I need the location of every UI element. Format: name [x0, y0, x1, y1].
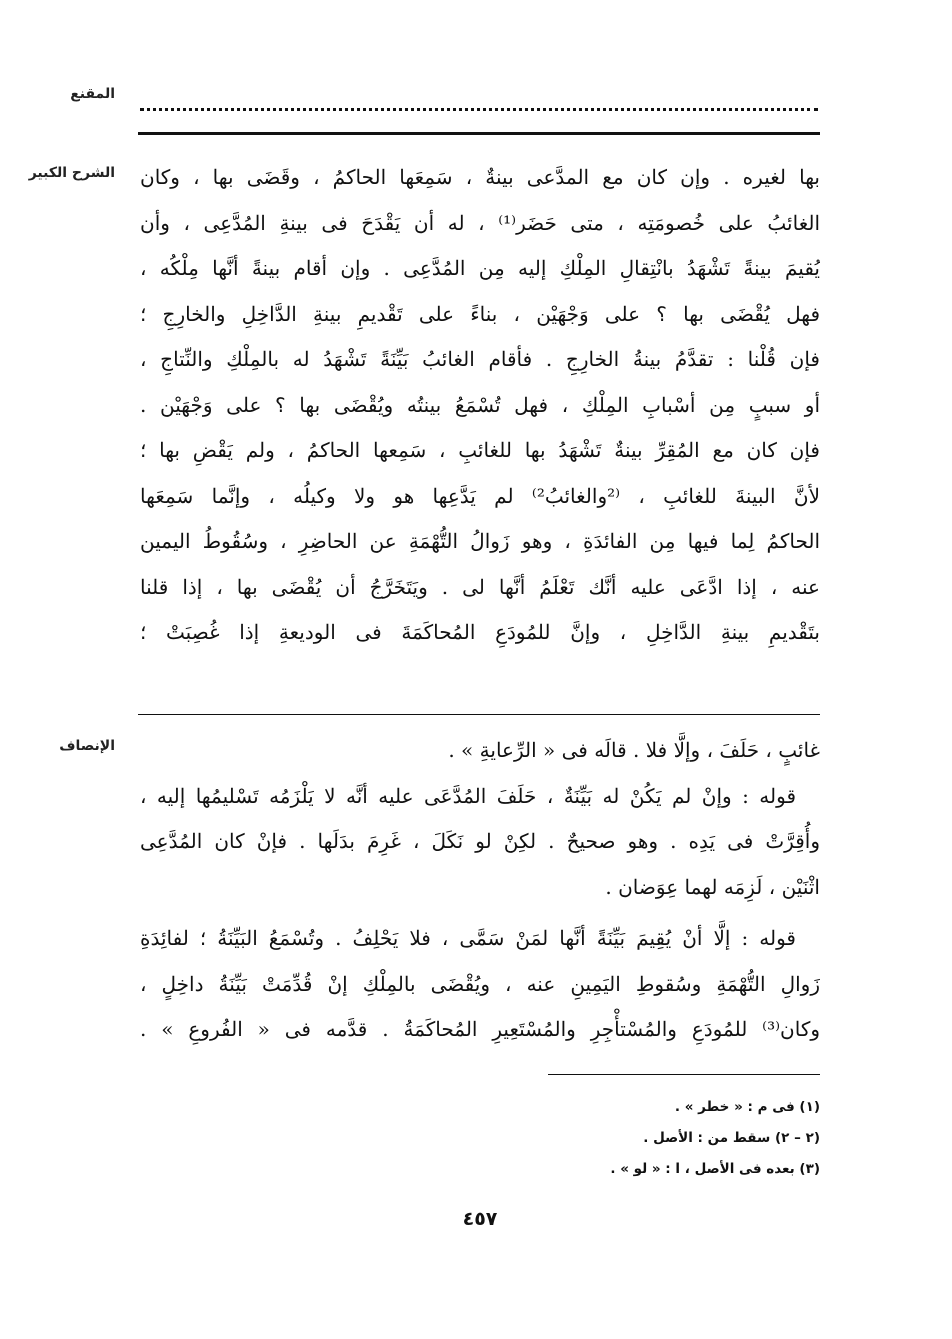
- text-line: زَوالِ التُّهْمَةِ وسُقوطِ اليَمِينِ عنه ، ويُقْضَى بالمِلْكِ إنْ قُدِّمَتْ بَيِّنَةُ داخِلٍ ،: [140, 971, 820, 996]
- sharh-kabir-label: الشرح الكبير: [28, 165, 115, 181]
- text-line: فهل يُقْضَى بها ؟ على وَجْهَيْن ، بناءً على تَقْديمِ بينةِ الدَّاخِلِ والخارِجِ ؛: [140, 301, 820, 326]
- text-line: فإن قُلْنا : تقدَّمُ بينةُ الخارِجِ . فأقام الغائبُ بَيِّنَةً تَشْهَدُ له بالمِلْكِ والنِّتاجِ ،: [140, 347, 820, 371]
- book-title: المقنع: [70, 86, 115, 102]
- main-text-block: [140, 155, 820, 656]
- header-dotted-line: [140, 94, 818, 111]
- text-line: الغائبُ على خُصومَتِه ، متى حَضَر⁽¹⁾ ، له أن يَقْدَحَ فى بينةِ المُدَّعِى ، وأن: [140, 210, 820, 235]
- text-line: يُقيمَ بينةً تَشْهَدُ بانْتِقالِ المِلْكِ إليه مِن المُدَّعِى . وإن أقام بينةً أنَّها مِلْكُه ،: [140, 256, 820, 280]
- page-number: ٤٥٧: [462, 1208, 498, 1230]
- footnote-divider: [548, 1074, 820, 1075]
- text-line: قوله : إلَّا أنْ يُقِيمَ بَيِّنَةً أنَّها لمَنْ سَمَّى ، فلا يَحْلِفُ . وتُسْمَعُ البَيِّنَةُ ؛ لفائِدَةِ: [140, 926, 796, 950]
- footnote: (١) فى م : « خطر » .: [674, 1099, 820, 1115]
- insaf-label: الإنصاف: [59, 738, 115, 754]
- text-line: الحاكمُ لِما فيها مِن الفائدَةِ ، وهو زَوالُ التُّهْمَةِ عن الحاضِرِ ، وسُقُوطُ اليمين: [140, 529, 820, 553]
- text-line: قوله : وإنْ لم يَكُنْ له بَيِّنَةٌ ، حَلَفَ المُدَّعَى عليه أنَّه لا يَلْزَمُه تَسْليمُها إليه ،: [140, 783, 796, 808]
- footnote: (٢ – ٢) سقط من : الأصل .: [643, 1130, 820, 1146]
- text-line: عنه ، إذا ادَّعَى عليه أنَّك تَعْلَمُ أنَّها لى . ويَتَخَرَّجُ أن يُقْضَى بها ، إذا قلنا: [140, 574, 820, 599]
- text-line: بها لغيره . وإن كان مع المدَّعى بينةٌ ، سَمِعَها الحاكمُ ، وقَضَى بها ، وكان: [140, 165, 820, 189]
- header-rule: [138, 132, 820, 135]
- text-line: أو سببٍ مِن أسْبابِ المِلْكِ ، فهل تُسْمَعُ بينتُه ويُقْضَى بها ؟ على وَجْهَيْن .: [140, 392, 820, 417]
- footnotes: [140, 1092, 820, 1185]
- text-line: غائبٍ ، حَلَفَ ، وإلَّا فلا . قالَه فى « الرِّعايةِ » .: [448, 738, 820, 762]
- text-line: وأُقِرَّتْ فى يَدِه . وهو صحيحٌ . لكِنْ لو نَكَلَ ، غَرِمَ بدَلَها . فإنْ كان المُدَّعِى: [140, 829, 820, 853]
- footnote: (٣) بعده فى الأصل ، ا : « لو » .: [610, 1161, 820, 1177]
- text-line: بتَقْديمِ بينةِ الدَّاخِلِ ، وإنَّ للمُودَعِ المُحاكَمَةَ فى الوديعةِ إذا غُصِبَتْ ؛: [140, 620, 820, 644]
- text-line: فإن كان مع المُقِرِّ بينةٌ تَشْهَدُ بها للغائبِ ، سَمِعها الحاكمُ ، ولم يَقْضِ بها ؛: [140, 438, 820, 462]
- text-line: وكان⁽³⁾ للمُودَعِ والمُسْتأْجِرِ والمُسْتَعِيرِ المُحاكَمَةُ . قدَّمه فى « الفُروعِ » .: [140, 1017, 820, 1041]
- text-line: اثْنَيْن ، لَزِمَه لهما عِوَضان .: [605, 874, 820, 899]
- insaf-text-block: [140, 728, 820, 1053]
- text-line: لأنَّ البينةَ للغائبِ ، ⁽²والغائبُ²⁾ لم يَدَّعِها هو ولا وكيلُه ، وإنَّما سَمِعَها: [140, 483, 820, 508]
- section-divider: [138, 714, 820, 715]
